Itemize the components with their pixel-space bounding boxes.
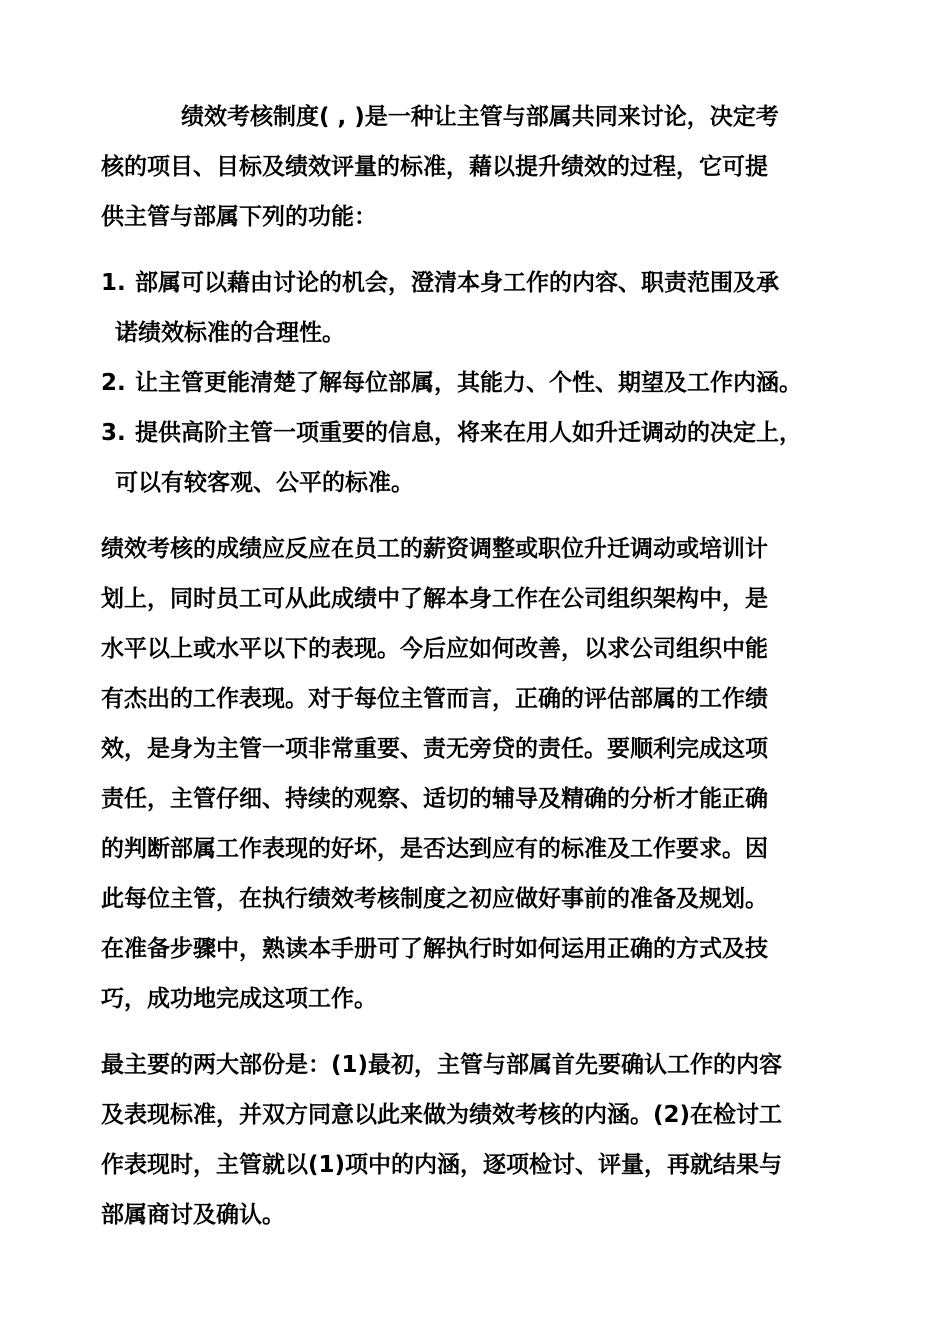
body2-line: 巧，成功地完成这项工作。 [101,986,377,1012]
list-number: 3. [101,420,126,446]
document-page [101,92,871,1240]
function-list [101,258,871,508]
body2-line: 有杰出的工作表现。对于每位主管而言，正确的评估部属的工作绩 [101,686,768,712]
list-item [101,358,871,408]
body2-line: 此每位主管，在执行绩效考核制度之初应做好事前的准备及规划。 [101,886,768,912]
list-number: 2. [101,370,126,396]
body2-line: 划上，同时员工可从此成绩中了解本身工作在公司组织架构中，是 [101,586,768,612]
intro-paragraph [101,92,871,242]
intro-line-3: 供主管与部属下列的功能： [101,204,377,230]
body3-line: 最主要的两大部份是：(1)最初，主管与部属首先要确认工作的内容 [101,1052,783,1078]
body2-line: 绩效考核的成绩应反应在员工的薪资调整或职位升迁调动或培训计 [101,536,768,562]
body3-line: 及表现标准，并双方同意以此来做为绩效考核的内涵。(2)在检讨工 [101,1102,783,1128]
list-item [101,408,871,508]
list-text-line-2: 可以有较客观、公平的标准。 [115,470,414,496]
intro-line-2: 核的项目、目标及绩效评量的标准，藉以提升绩效的过程，它可提 [101,154,768,180]
list-text-line-1: 部属可以藉由讨论的机会，澄清本身工作的内容、职责范围及承 [135,270,779,296]
intro-line-1: 绩效考核制度( , )是一种让主管与部属共同来讨论，决定考 [181,104,779,130]
body3-line: 部属商讨及确认。 [101,1202,285,1228]
list-text-line-1: 让主管更能清楚了解每位部属，其能力、个性、期望及工作内涵。 [135,370,802,396]
body-paragraph-2 [101,524,871,1024]
body-paragraph-3 [101,1040,871,1240]
body2-line: 的判断部属工作表现的好坏，是否达到应有的标准及工作要求。因 [101,836,768,862]
list-text-line-2: 诺绩效标准的合理性。 [115,320,345,346]
list-item [101,258,871,358]
list-number: 1. [101,270,126,296]
body2-line: 在准备步骤中，熟读本手册可了解执行时如何运用正确的方式及技 [101,936,768,962]
body2-line: 水平以上或水平以下的表现。今后应如何改善，以求公司组织中能 [101,636,768,662]
body3-line: 作表现时，主管就以(1)项中的内涵，逐项检讨、评量，再就结果与 [101,1152,783,1178]
body2-line: 责任，主管仔细、持续的观察、适切的辅导及精确的分析才能正确 [101,786,768,812]
body2-line: 效，是身为主管一项非常重要、责无旁贷的责任。要顺利完成这项 [101,736,768,762]
list-text-line-1: 提供高阶主管一项重要的信息，将来在用人如升迁调动的决定上， [135,420,802,446]
